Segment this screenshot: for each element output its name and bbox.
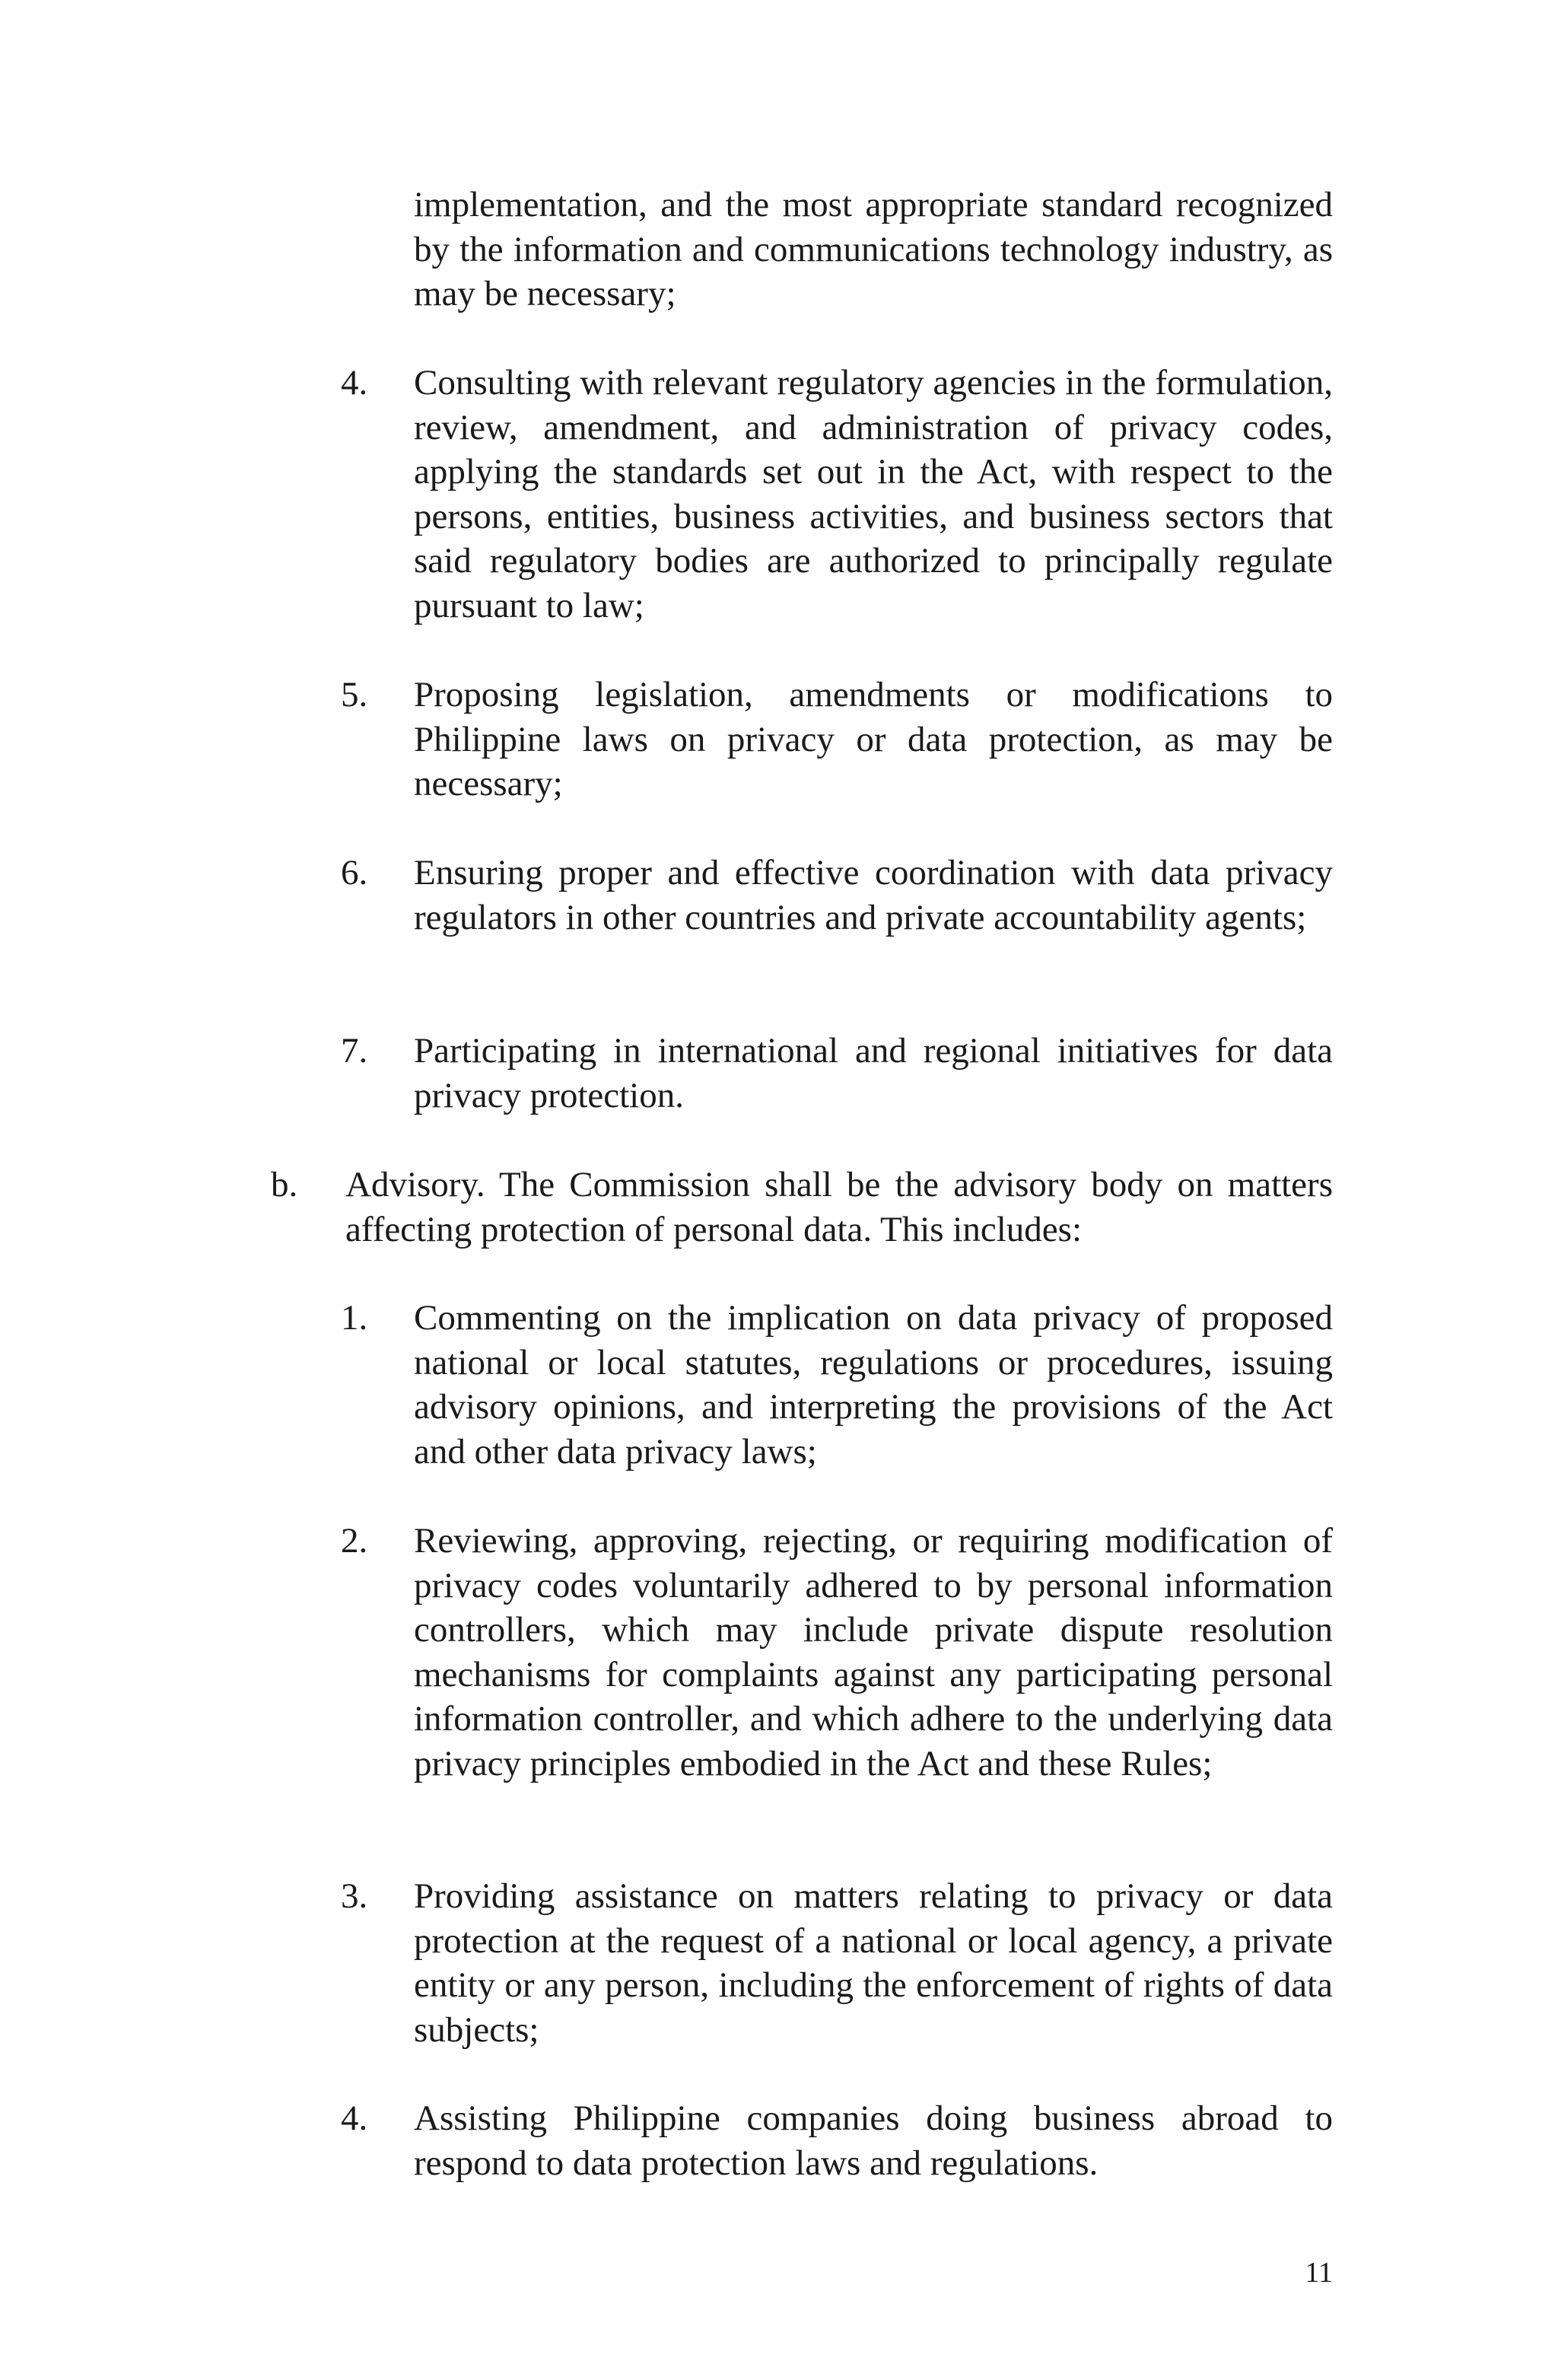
- list-item-number: 7.: [341, 1031, 368, 1071]
- list-item-number: 4.: [341, 363, 368, 402]
- list-item-number: 6.: [341, 853, 368, 892]
- list-item-number: 4.: [341, 2098, 368, 2138]
- list-item-number: 2.: [341, 1521, 368, 1561]
- list-item-text: Proposing legislation, amendments or modifications to Philippine laws on privacy or data protection, as may be necessary;: [414, 675, 1333, 803]
- list-item-number: 3.: [341, 1876, 368, 1916]
- section-paragraph: Advisory. The Commission shall be the advisory body on matters affecting protection of personal data. This includes:: [345, 1165, 1333, 1249]
- page-number: 11: [1305, 2257, 1333, 2289]
- list-item-text: Assisting Philippine companies doing business abroad to respond to data protection laws and regulations.: [414, 2098, 1333, 2183]
- list-item-text: Ensuring proper and effective coordination with data privacy regulators in other countries and private accountability agents;: [414, 853, 1333, 937]
- list-item-number: 1.: [341, 1298, 368, 1338]
- list-item-text: Commenting on the implication on data privacy of proposed national or local statutes, regulations or procedures, issuing advisory opinions, and interpreting the provisions of the Act and other data privacy laws;: [414, 1298, 1333, 1472]
- section-letter: b.: [271, 1165, 298, 1204]
- list-item-number: 5.: [341, 675, 368, 714]
- list-item-text: Providing assistance on matters relating to privacy or data protection at the request of a national or local agency, a private entity or any person, including the enforcement of rights of data subjects;: [414, 1876, 1333, 2050]
- list-item-text: Reviewing, approving, rejecting, or requiring modification of privacy codes voluntarily adhered to by personal information controllers, which may include private dispute resolution mechanisms for complaints against any participating personal information controller, and which adhere to the underlying data privacy principles embodied in the Act and these Rules;: [414, 1521, 1333, 1783]
- list-item-text: Participating in international and regional initiatives for data privacy protection.: [414, 1031, 1333, 1115]
- list-item-text: Consulting with relevant regulatory agencies in the formulation, review, amendment, and administration of privacy codes, applying the standards set out in the Act, with respect to the persons, entities, business activities, and business sectors that said regulatory bodies are authorized to principally regulate pursuant to law;: [414, 363, 1333, 625]
- continuation-paragraph: implementation, and the most appropriate standard recognized by the information and communications technology industry, as may be necessary;: [414, 185, 1333, 313]
